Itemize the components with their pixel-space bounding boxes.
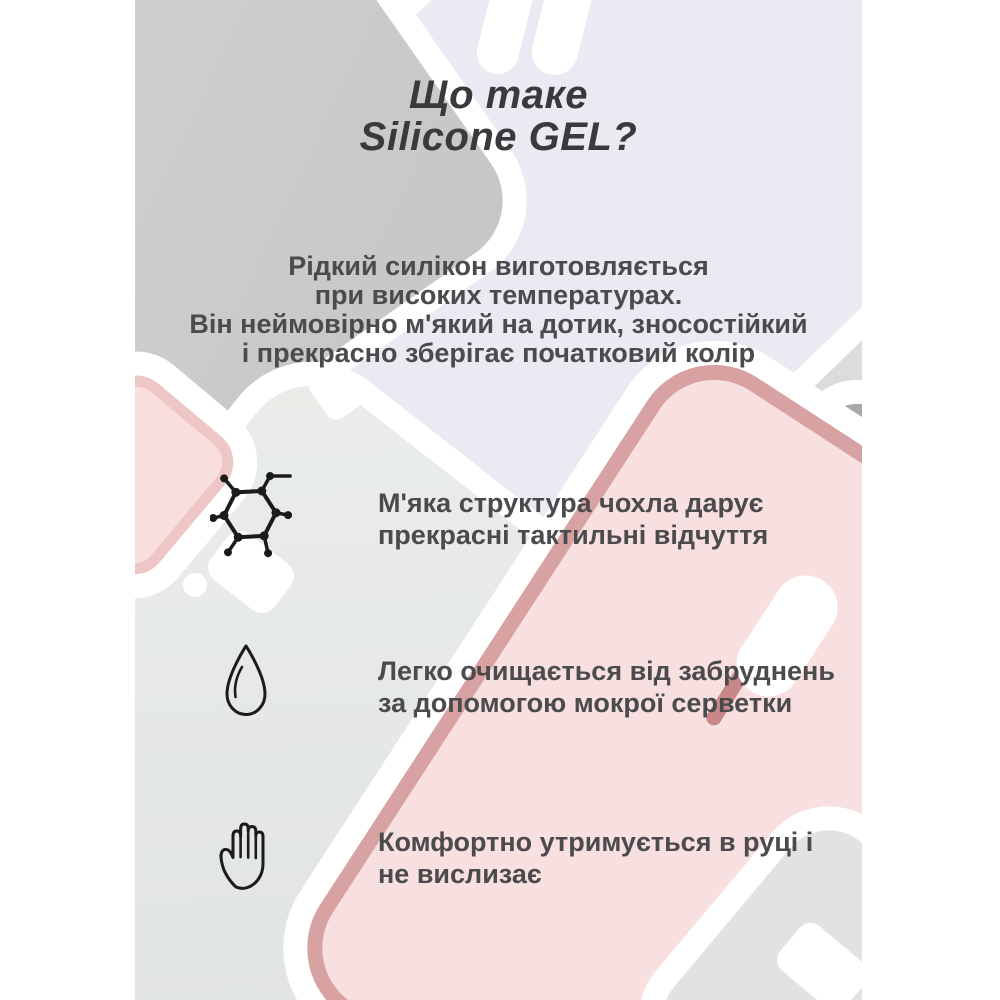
intro-line: при високих температурах.	[314, 280, 683, 310]
feature-text-line: не вислизає	[378, 859, 542, 889]
hand-icon	[214, 812, 278, 890]
intro-line: Рідкий силікон виготовляється	[288, 251, 709, 281]
camera-cutout-dot	[183, 573, 207, 597]
page-title-line-2: Silicone GEL?	[359, 115, 638, 159]
intro-line: Він неймовірно м'який на дотик, зносостійкий	[189, 309, 808, 339]
intro-paragraph	[135, 252, 862, 368]
feature-text-line: Комфортно утримується в руці і	[378, 827, 814, 857]
feature-text	[378, 487, 768, 551]
intro-line: і прекрасно зберігає початковий колір	[241, 338, 756, 368]
feature-text	[378, 826, 813, 890]
page-title	[135, 74, 862, 158]
feature-text-line: Легко очищається від забруднень	[378, 656, 835, 686]
feature-text-line: прекрасні тактильні відчуття	[378, 520, 769, 550]
feature-text-line: М'яка структура чохла дарує	[378, 488, 764, 518]
feature-text	[378, 655, 835, 719]
page-title-line-1: Що таке	[409, 73, 588, 117]
feature-text-line: за допомогою мокрої серветки	[378, 688, 793, 718]
molecule-icon	[210, 464, 294, 558]
feature-row-comfortable-grip	[0, 800, 1000, 910]
feature-row-easy-clean	[0, 630, 1000, 740]
feature-row-soft-structure	[0, 460, 1000, 570]
water-drop-icon	[221, 643, 271, 719]
